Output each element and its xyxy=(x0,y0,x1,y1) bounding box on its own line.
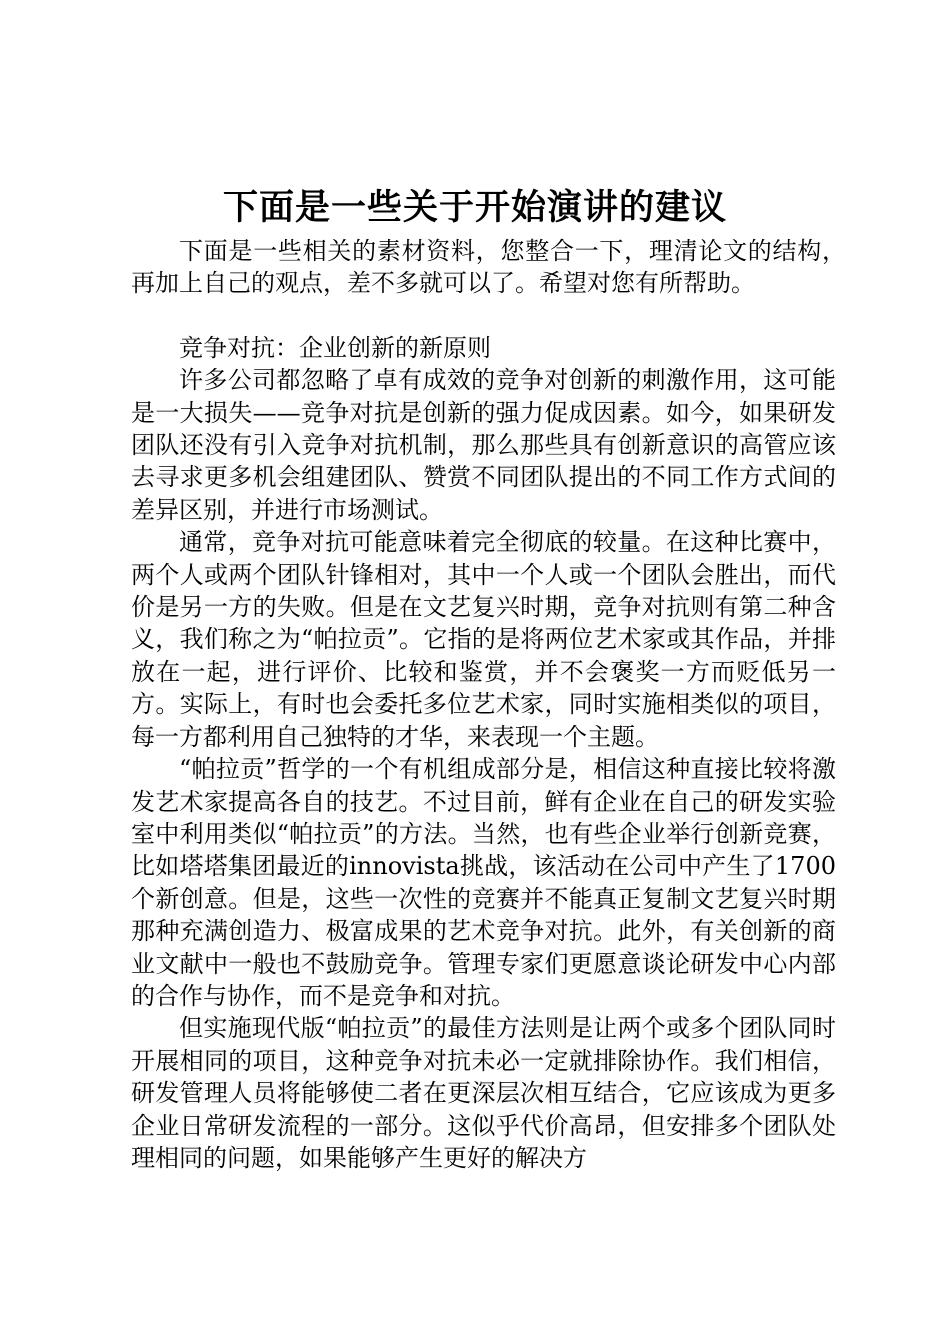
body-paragraph-2: 通常，竞争对抗可能意味着完全彻底的较量。在这种比赛中，两个人或两个团队针锋相对，其中一个人或一个团队会胜出，而代价是另一方的失败。但是在文艺复兴时期，竞争对抗则有第二种含义，我们称之为“帕拉贡”。它指的是将两位艺术家或其作品，并排放在一起，进行评价、比较和鉴赏，并不会褒奖一方而贬低另一方。实际上，有时也会委托多位艺术家，同时实施相类似的项目，每一方都利用自己独特的才华，来表现一个主题。 xyxy=(131,528,836,751)
intro-paragraph: 下面是一些相关的素材资料，您整合一下，理清论文的结构，再加上自己的观点，差不多就可以了。希望对您有所帮助。 xyxy=(131,237,846,298)
body-paragraph-1: 许多公司都忽略了卓有成效的竞争对创新的刺激作用，这可能是一大损失——竞争对抗是创新的强力促成因素。如今，如果研发团队还没有引入竞争对抗机制，那么那些具有创新意识的高管应该去寻求更多机会组建团队、赞赏不同团队提出的不同工作方式间的差异区别，并进行市场测试。 xyxy=(131,366,836,524)
section-subtitle: 竞争对抗：企业创新的新原则 xyxy=(179,333,491,362)
body-paragraph-4: 但实施现代版“帕拉贡”的最佳方法则是让两个或多个团队同时开展相同的项目，这种竞争对抗未必一定就排除协作。我们相信，研发管理人员将能够使二者在更深层次相互结合，它应该成为更多企业日常研发流程的一部分。这似乎代价高昂，但安排多个团队处理相同的问题，如果能够产生更好的解决方 xyxy=(131,1014,836,1172)
paragraph-gap xyxy=(131,300,836,332)
document-title: 下面是一些关于开始演讲的建议 xyxy=(222,188,727,228)
document-body xyxy=(131,235,846,1174)
body-paragraph-3: “帕拉贡”哲学的一个有机组成部分是，相信这种直接比较将激发艺术家提高各自的技艺。不过目前，鲜有企业在自己的研发实验室中利用类似“帕拉贡”的方法。当然，也有些企业举行创新竞赛，比如塔塔集团最近的innovista挑战，该活动在公司中产生了1700个新创意。但是，这些一次性的竞赛并不能真正复制文艺复兴时期那种充满创造力、极富成果的艺术竞争对抗。此外，有关创新的商业文献中一般也不鼓励竞争。管理专家们更愿意谈论研发中心内部的合作与协作，而不是竞争和对抗。 xyxy=(131,755,836,1010)
